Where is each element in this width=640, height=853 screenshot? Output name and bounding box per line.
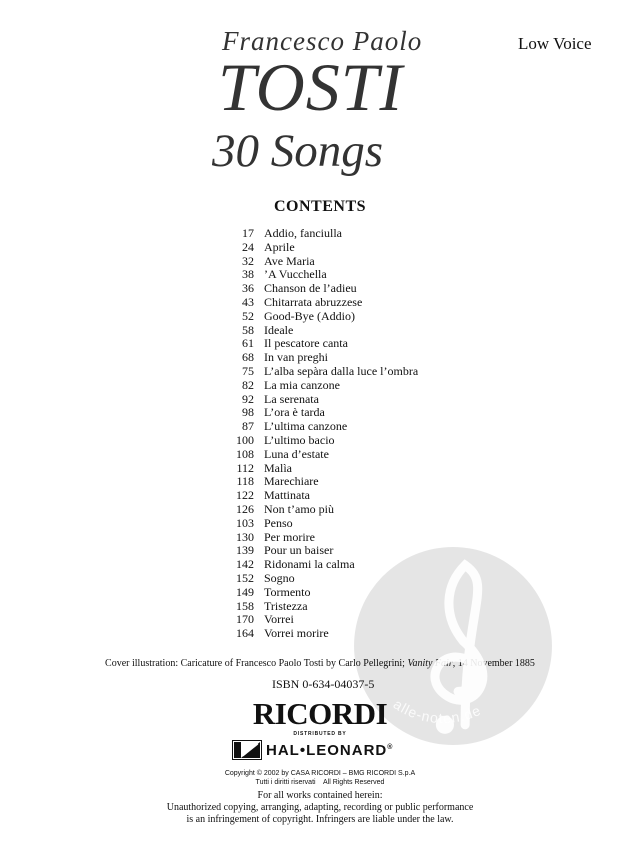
toc-entry <box>220 241 480 255</box>
toc-song-title: La mia canzone <box>264 377 340 392</box>
toc-song-title: Penso <box>264 515 293 530</box>
rights-line: Tutti i diritti riservati All Rights Reserved <box>255 779 385 786</box>
toc-page-number: 152 <box>236 570 254 585</box>
toc-song-title: Tristezza <box>264 598 308 613</box>
toc-song-title: Tormento <box>264 584 311 599</box>
toc-song-title: ’A Vucchella <box>264 267 327 282</box>
toc-page-number: 126 <box>236 501 254 516</box>
toc-entry <box>220 255 480 269</box>
publisher-logo: RICORDI <box>252 696 388 731</box>
distributor-wordmark: HAL•LEONARD <box>266 741 388 759</box>
cover-credit-suffix: , 14 November 1885 <box>452 658 535 669</box>
toc-song-title: Vorrei <box>264 612 294 627</box>
toc-song-title: Il pescatore canta <box>264 336 348 351</box>
legal-line: is an infringement of copyright. Infringers are liable under the law. <box>186 814 454 825</box>
toc-song-title: Vorrei morire <box>264 626 329 641</box>
toc-entry <box>220 434 480 448</box>
toc-song-title: Ave Maria <box>264 253 315 268</box>
toc-entry <box>220 503 480 517</box>
toc-page-number: 139 <box>236 543 254 558</box>
toc-song-title: Mattinata <box>264 488 310 503</box>
toc-entry <box>220 268 480 282</box>
toc-page-number: 122 <box>236 488 254 503</box>
collection-subtitle: 30 Songs <box>212 125 384 177</box>
toc-page-number: 158 <box>236 598 254 613</box>
toc-song-title: In van preghi <box>264 350 328 365</box>
toc-entry <box>220 324 480 338</box>
toc-entry <box>220 310 480 324</box>
toc-page-number: 75 <box>242 363 254 378</box>
toc-song-title: L’ora è tarda <box>264 405 325 420</box>
isbn: ISBN 0-634-04037-5 <box>272 677 375 691</box>
toc-page-number: 82 <box>242 377 254 392</box>
watermark-seal <box>352 545 554 747</box>
toc-page-number: 118 <box>236 474 254 489</box>
voice-label: Low Voice <box>518 34 592 53</box>
toc-page-number: 58 <box>242 322 254 337</box>
toc-entry <box>220 489 480 503</box>
toc-entry <box>220 448 480 462</box>
toc-page-number: 17 <box>242 226 254 240</box>
toc-page-number: 52 <box>242 308 254 323</box>
composer-surname: TOSTI <box>218 49 404 125</box>
toc-song-title: Ridonami la calma <box>264 557 355 572</box>
toc-page-number: 170 <box>236 612 254 627</box>
toc-entry <box>220 475 480 489</box>
toc-song-title: Addio, fanciulla <box>264 226 342 240</box>
legal-line: Unauthorized copying, arranging, adapting, recording or public performance <box>166 802 474 813</box>
toc-page-number: 92 <box>242 391 254 406</box>
toc-song-title: L’alba sepàra dalla luce l’ombra <box>264 363 419 378</box>
toc-page-number: 61 <box>242 336 254 351</box>
toc-song-title: L’ultima canzone <box>264 419 348 434</box>
toc-song-title: Ideale <box>264 322 294 337</box>
toc-page-number: 112 <box>236 460 254 475</box>
legal-line: For all works contained herein: <box>257 790 383 801</box>
contents-heading: CONTENTS <box>273 198 367 215</box>
toc-song-title: Chanson de l’adieu <box>264 281 357 296</box>
toc-song-title: Good-Bye (Addio) <box>264 308 355 323</box>
legal-notice <box>0 790 640 826</box>
toc-song-title: L’ultimo bacio <box>264 432 335 447</box>
toc-page-number: 43 <box>242 294 254 309</box>
registered-mark: ® <box>387 743 394 751</box>
toc-song-title: Aprile <box>264 239 295 254</box>
toc-entry <box>220 365 480 379</box>
toc-entry <box>220 420 480 434</box>
toc-song-title: Marechiare <box>264 474 319 489</box>
toc-entry <box>220 379 480 393</box>
toc-song-title: La serenata <box>264 391 319 406</box>
toc-page-number: 164 <box>236 626 254 641</box>
toc-entry <box>220 406 480 420</box>
toc-page-number: 149 <box>236 584 254 599</box>
toc-entry <box>220 351 480 365</box>
toc-page-number: 103 <box>236 515 254 530</box>
toc-song-title: Per morire <box>264 529 315 544</box>
toc-entry <box>220 337 480 351</box>
copyright-line: Copyright © 2002 by CASA RICORDI – BMG RICORDI S.p.A <box>224 770 416 777</box>
toc-page-number: 32 <box>242 253 254 268</box>
toc-song-title: Non t’amo più <box>264 501 334 516</box>
toc-page-number: 38 <box>242 267 254 282</box>
toc-song-title: Sogno <box>264 570 295 585</box>
toc-entry <box>220 393 480 407</box>
toc-page-number: 108 <box>236 446 254 461</box>
toc-entry <box>220 227 480 241</box>
composer-first-name: Francesco Paolo <box>222 26 423 56</box>
toc-song-title: Malìa <box>264 460 292 475</box>
toc-entry <box>220 282 480 296</box>
toc-page-number: 24 <box>242 239 254 254</box>
toc-page-number: 68 <box>242 350 254 365</box>
toc-song-title: Luna d’estate <box>264 446 329 461</box>
toc-page-number: 100 <box>236 432 254 447</box>
toc-entry <box>220 296 480 310</box>
toc-song-title: Pour un baiser <box>264 543 334 558</box>
cover-credit-prefix: Cover illustration: Caricature of Francesco Paolo Tosti by Carlo Pellegrini; <box>105 658 408 669</box>
watermark-text: alle-noten.de <box>390 695 484 727</box>
distributed-by-label: DISTRIBUTED BY <box>293 731 347 737</box>
toc-page-number: 87 <box>242 419 254 434</box>
toc-page-number: 98 <box>242 405 254 420</box>
toc-entry <box>220 462 480 476</box>
toc-entry <box>220 517 480 531</box>
toc-entry <box>220 531 480 545</box>
cover-credit-magazine: Vanity Fair <box>407 658 453 669</box>
toc-page-number: 130 <box>236 529 254 544</box>
toc-page-number: 142 <box>236 557 254 572</box>
toc-song-title: Chitarrata abruzzese <box>264 294 363 309</box>
toc-page-number: 36 <box>242 281 254 296</box>
hal-leonard-logo-icon <box>232 740 262 760</box>
